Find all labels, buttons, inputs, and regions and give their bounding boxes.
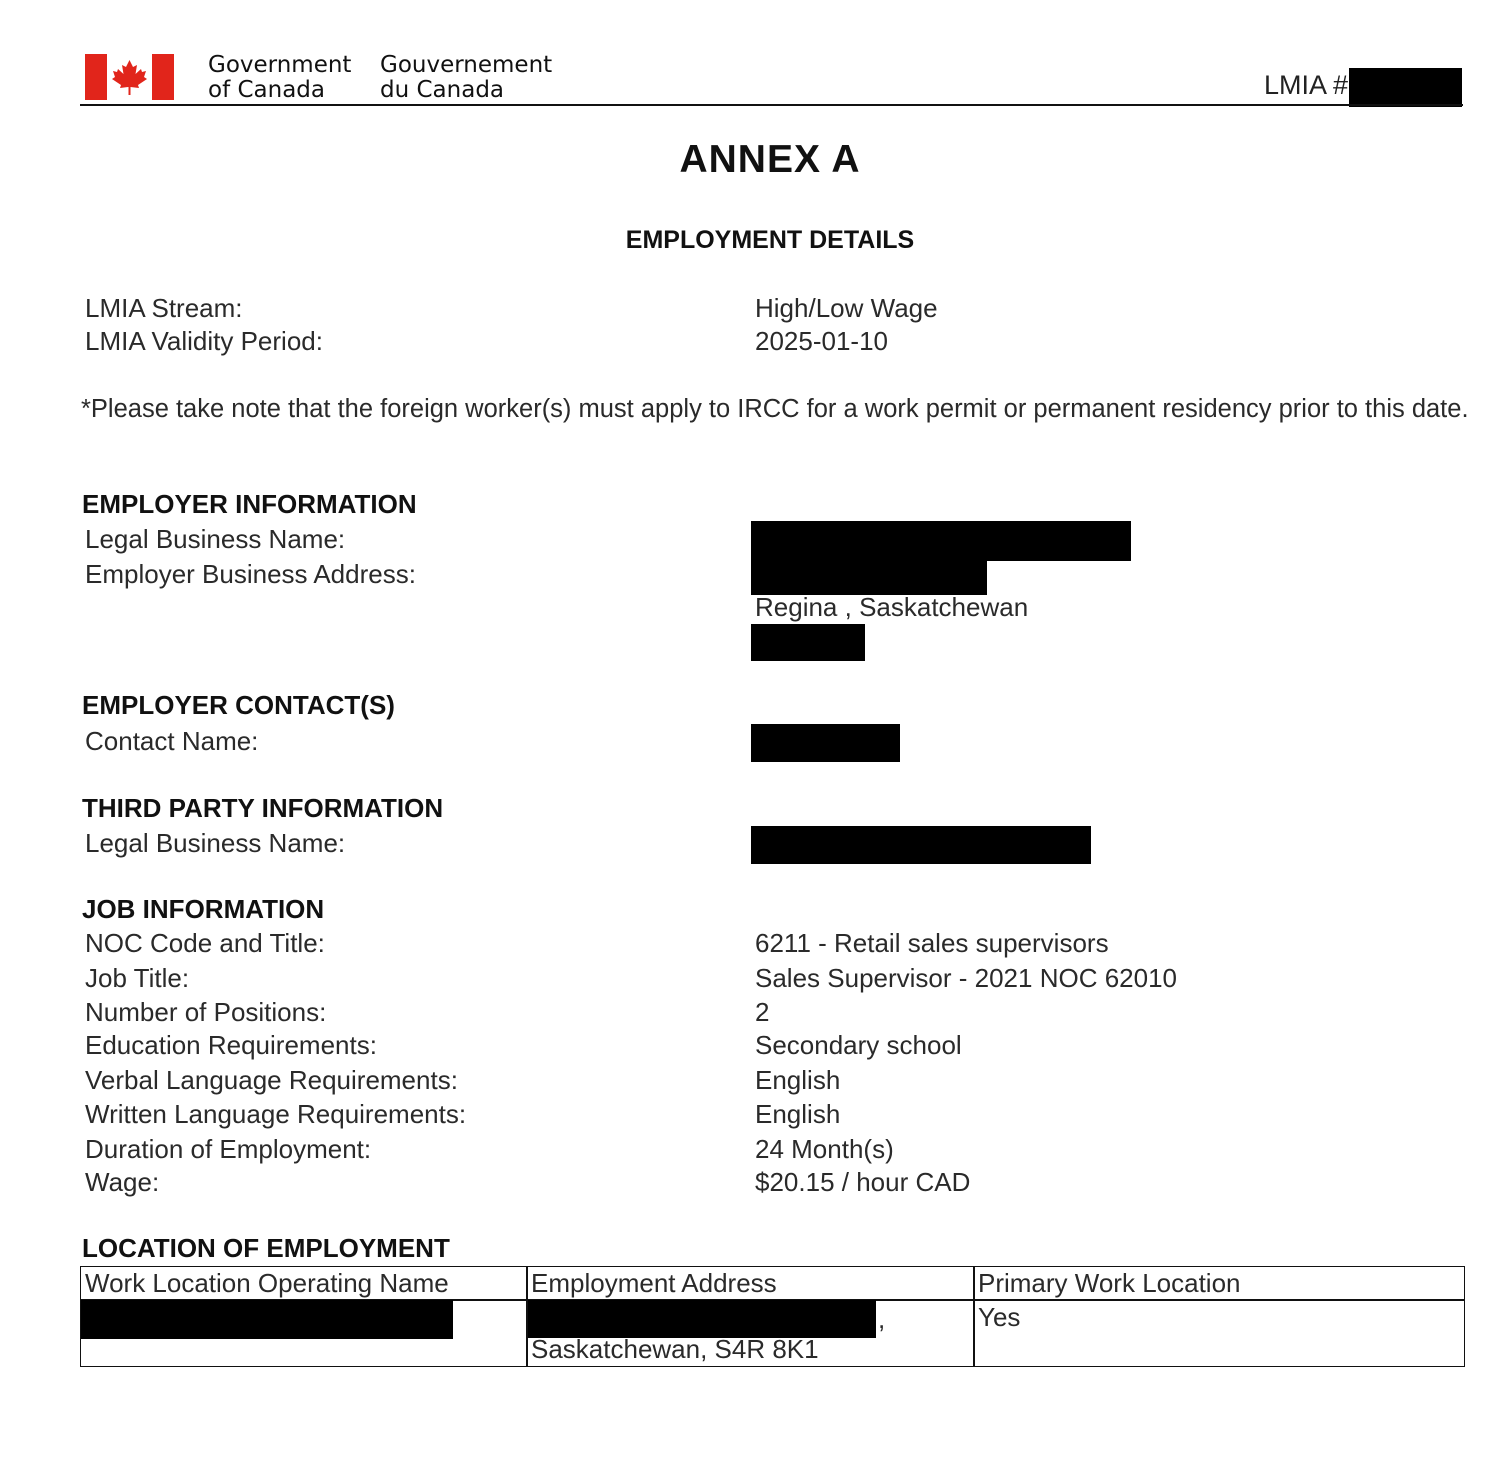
employer-information-heading: EMPLOYER INFORMATION [82, 489, 417, 519]
job-row-label: NOC Code and Title: [85, 928, 325, 958]
location-heading: LOCATION OF EMPLOYMENT [82, 1233, 450, 1263]
redacted-employer-postal [751, 624, 865, 661]
column-header-operating-name: Work Location Operating Name [85, 1268, 449, 1298]
employer-address-city: Regina , Saskatchewan [755, 592, 1029, 622]
table-column-divider [973, 1266, 975, 1367]
job-row-value: Secondary school [755, 1030, 962, 1060]
job-row-label: Number of Positions: [85, 997, 327, 1027]
gov-fr-line1: Gouvernement [380, 52, 553, 78]
gov-en-line1: Government [208, 52, 352, 78]
gov-fr-line2: du Canada [380, 77, 505, 103]
third-party-heading: THIRD PARTY INFORMATION [82, 793, 444, 823]
gov-en-line2: of Canada [208, 77, 325, 103]
validity-note: *Please take note that the foreign worker(s) must apply to IRCC for a work permit or permanent residency prior to this date. [81, 395, 1469, 423]
column-header-primary-location: Primary Work Location [978, 1268, 1241, 1298]
redacted-contact-name [751, 724, 900, 762]
redacted-operating-name [81, 1300, 453, 1339]
lmia-stream-label: LMIA Stream: [85, 293, 243, 323]
job-row-value: 2 [755, 997, 770, 1027]
column-header-employment-address: Employment Address [531, 1268, 777, 1298]
lmia-number-label: LMIA # [1264, 70, 1349, 100]
job-row-label: Written Language Requirements: [85, 1099, 467, 1129]
job-row-value: English [755, 1099, 841, 1129]
redacted-third-party-name [751, 826, 1091, 864]
job-row-label: Wage: [85, 1167, 160, 1197]
job-information-heading: JOB INFORMATION [82, 894, 325, 924]
job-row-label: Job Title: [85, 963, 190, 993]
redacted-employment-street [528, 1300, 876, 1338]
job-row-label: Duration of Employment: [85, 1134, 372, 1164]
job-row-value: $20.15 / hour CAD [755, 1167, 971, 1197]
employer-contacts-heading: EMPLOYER CONTACT(S) [82, 690, 395, 720]
page-title: ANNEX A [679, 138, 861, 181]
primary-work-location-value: Yes [978, 1302, 1021, 1332]
job-row-label: Verbal Language Requirements: [85, 1065, 458, 1095]
job-row-value: 6211 - Retail sales supervisors [755, 928, 1109, 958]
maple-leaf-icon [85, 54, 174, 100]
gouvernement-du-canada-fr [380, 53, 552, 103]
location-table [80, 1266, 1465, 1367]
redacted-lmia-number [1349, 68, 1462, 107]
lmia-validity-label: LMIA Validity Period: [85, 326, 323, 356]
job-row-value: English [755, 1065, 841, 1095]
contact-name-label: Contact Name: [85, 726, 259, 756]
redacted-employer-name [751, 521, 1131, 561]
lmia-validity-value: 2025-01-10 [755, 326, 888, 356]
redacted-employer-street [751, 559, 987, 595]
page-subtitle: EMPLOYMENT DETAILS [625, 226, 915, 254]
employer-address-label: Employer Business Address: [85, 559, 416, 589]
government-of-canada-en [208, 53, 351, 103]
header-divider [80, 104, 1463, 106]
job-row-label: Education Requirements: [85, 1030, 377, 1060]
employment-address-line2: Saskatchewan, S4R 8K1 [531, 1334, 819, 1364]
lmia-stream-value: High/Low Wage [755, 293, 938, 323]
address-comma: , [878, 1304, 886, 1334]
third-party-legal-name-label: Legal Business Name: [85, 828, 346, 858]
employer-legal-name-label: Legal Business Name: [85, 524, 346, 554]
job-row-value: Sales Supervisor - 2021 NOC 62010 [755, 963, 1178, 993]
job-row-value: 24 Month(s) [755, 1134, 894, 1164]
